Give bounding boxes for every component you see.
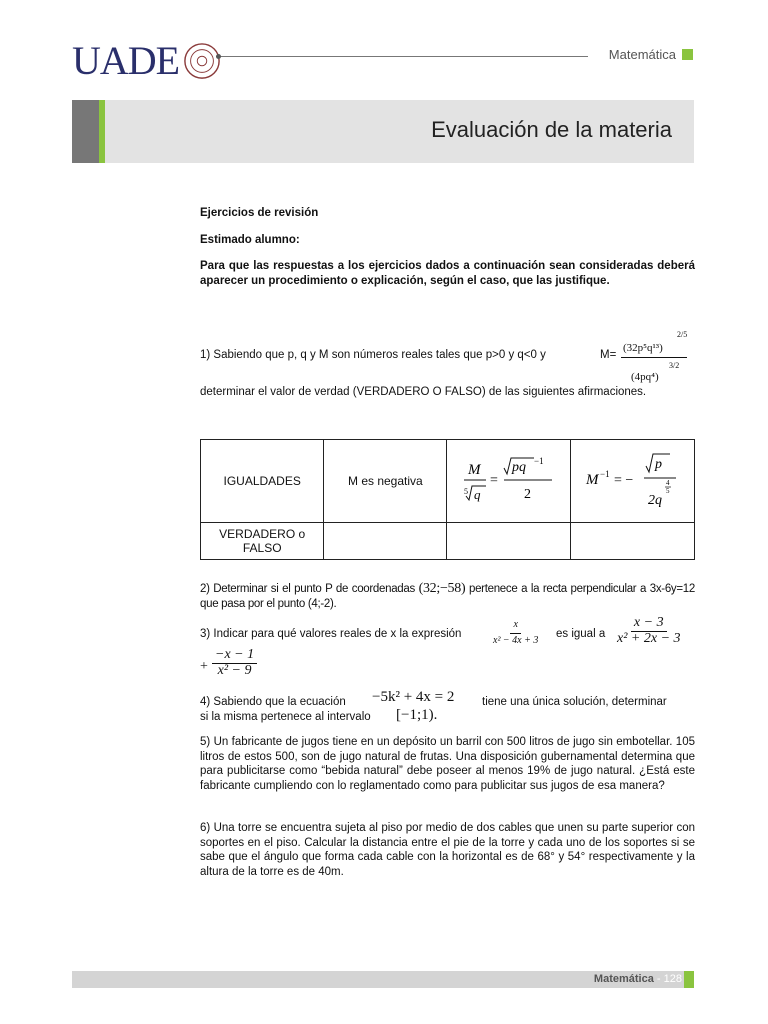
instruction: Para que las respuestas a los ejercicios dados a continuación sean consideradas deberá aparecer un procedimiento o explicación, según el caso, que las justifique. (200, 260, 695, 287)
header-subject: Matemática (608, 47, 676, 62)
footer-subject: Matemática (593, 973, 654, 985)
header-green-square (682, 49, 693, 60)
uade-logo (72, 38, 221, 84)
equation-1-formula (454, 450, 564, 510)
svg-text:4: 4 (665, 478, 670, 487)
question-2-text-b: pertenece a la recta perpendicular a 3x-6y=12 que pasa por el punto (4;-2). (200, 583, 695, 610)
question-4 (200, 690, 695, 726)
question-6: 6) Una torre se encuentra sujeta al piso por medio de dos cables que unen su parte superior con soportes en el piso. Calcular la distancia entre el pie de la torre y cada uno de los soportes si se sabe que el ángulo que forma cada cable con la horizontal es de 68° y 54° respectivamente y la altura de la torre es de 40m. (200, 822, 695, 878)
question-4-equation: −5k² + 4x = 2 (372, 689, 455, 705)
fraction-1-numerator: x (510, 618, 520, 634)
question-2 (200, 582, 695, 611)
question-3-plus: + (200, 659, 208, 674)
table-cell-answer[interactable] (324, 523, 447, 560)
svg-text:=: = (489, 472, 498, 488)
svg-text:= −: = − (613, 472, 633, 488)
section-heading: Ejercicios de revisión (200, 207, 319, 219)
m-numerator-exponent: 2/5 (677, 330, 688, 339)
question-1-text-a: 1) Sabiendo que p, q y M son números reales tales que p>0 y q<0 y (200, 349, 546, 361)
question-1-m-label: M= (600, 349, 617, 361)
svg-text:2: 2 (523, 486, 531, 502)
table-cell-answer[interactable] (571, 523, 695, 560)
svg-text:5: 5 (463, 486, 468, 496)
page-number: 128 (663, 973, 682, 985)
m-numerator: (32p⁵q¹³) (623, 342, 663, 354)
svg-text:2q: 2q (647, 492, 662, 508)
logo-wordmark: UADE (72, 38, 180, 83)
truth-table (200, 439, 695, 560)
svg-text:−1: −1 (599, 468, 610, 479)
question-5: 5) Un fabricante de jugos tiene en un depósito un barril con 500 litros de jugo sin embotellar. 105 litros de estos 500, son de jugo natural de frutas. Una disposición gubernamental determina que para publicitarse como “bebida natural” debe poseer al menos 19% de jugo natural. ¿Está este fabricante cumpliendo con lo reglamentado como para publicitar sus jugos de esa manera? (200, 736, 695, 792)
svg-text:p: p (654, 456, 662, 472)
svg-text:−1: −1 (533, 455, 544, 466)
title-band (72, 100, 694, 163)
question-2-point: (32;−58) (418, 581, 466, 596)
table-row (201, 523, 695, 560)
footer-bar (72, 971, 684, 988)
question-3-text-b: es igual a (556, 628, 606, 640)
question-1-text-b: determinar el valor de verdad (VERDADERO O FALSO) de las siguientes afirmaciones. (200, 386, 647, 398)
header-rule (216, 56, 588, 57)
fraction-3-denominator: x² − 9 (217, 662, 252, 678)
m-fraction-bar (621, 357, 687, 358)
fraction-3-numerator: −x − 1 (212, 648, 257, 664)
footer-green-square (684, 971, 694, 988)
table-cell-equation-2 (571, 440, 695, 523)
table-cell-igualdades: IGUALDADES (201, 440, 324, 523)
table-cell-answer[interactable] (447, 523, 571, 560)
table-cell-m-negativa: M es negativa (324, 440, 447, 523)
question-3-fraction-2 (614, 616, 684, 646)
m-denominator-exponent: 3/2 (669, 361, 680, 370)
fraction-2-denominator: x² + 2x − 3 (617, 630, 681, 646)
question-4-text-a: 4) Sabiendo que la ecuación (200, 696, 346, 708)
svg-text:pq: pq (511, 459, 526, 475)
university-seal-icon (183, 42, 221, 80)
question-4-interval: [−1;1). (396, 707, 438, 723)
equation-2-formula (578, 448, 688, 512)
svg-text:q: q (473, 486, 481, 502)
fraction-1-denominator: x² − 4x + 3 (493, 634, 539, 646)
table-row (201, 440, 695, 523)
title-band-dark-bar (72, 100, 99, 163)
question-3 (200, 616, 695, 686)
header-rule-dot (216, 54, 221, 59)
question-2-text-a: 2) Determinar si el punto P de coordenadas (200, 583, 415, 595)
question-3-fraction-3 (212, 648, 257, 678)
m-denominator: (4pq⁴) (631, 371, 659, 383)
page-title: Evaluación de la materia (431, 117, 672, 142)
svg-text:5: 5 (665, 486, 670, 495)
svg-text:M: M (585, 471, 599, 488)
svg-text:M: M (467, 461, 481, 478)
question-1 (200, 328, 695, 388)
fraction-2-numerator: x − 3 (631, 616, 667, 632)
question-3-text-a: 3) Indicar para qué valores reales de x la expresión (200, 628, 462, 640)
title-band-green-bar (99, 100, 105, 163)
greeting: Estimado alumno: (200, 234, 300, 246)
table-cell-equation-1 (447, 440, 571, 523)
question-1-m-fraction (621, 328, 693, 386)
footer-separator: - (656, 973, 661, 985)
question-3-fraction-1 (490, 618, 541, 648)
table-cell-verdadero-falso: VERDADERO o FALSO (201, 523, 324, 560)
question-4-text-b-line2: si la misma pertenece al intervalo (200, 711, 371, 723)
footer-label (594, 973, 682, 985)
question-4-text-b-line1: tiene una única solución, determinar (482, 696, 667, 708)
